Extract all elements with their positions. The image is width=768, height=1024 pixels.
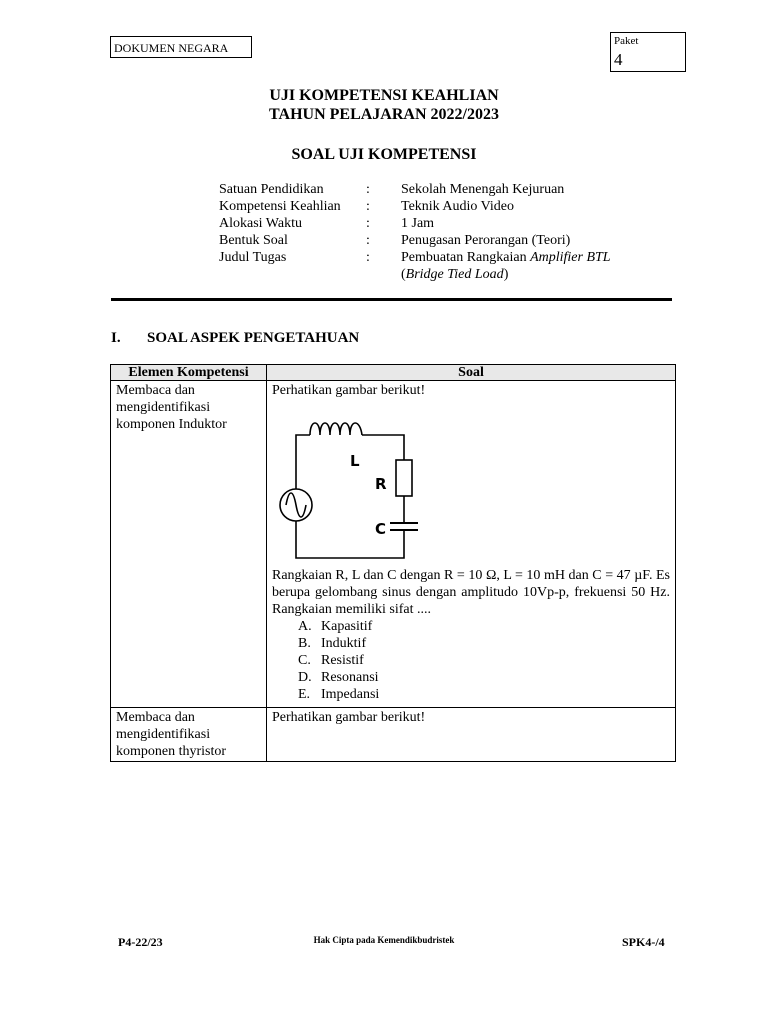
- table-header-element: Elemen Kompetensi: [111, 365, 267, 381]
- question-text: Rangkaian R, L dan C dengan R = 10 Ω, L = 10 mH dan C = 47 µF. Es berupa gelombang sinus dengan amplitudo 10Vp-p, frekuensi 50 Hz. Rangkaian memiliki sifat ....: [272, 568, 670, 617]
- info-value: 1 Jam: [401, 216, 435, 231]
- wire-bottom: [296, 521, 404, 558]
- info-label: Bentuk Soal: [219, 233, 288, 248]
- answer-option[interactable]: [272, 669, 670, 686]
- info-colon: :: [366, 182, 370, 197]
- element-text: Membaca dan mengidentifikasi komponen Induktor: [116, 383, 227, 432]
- footer-right: SPK4-/4: [622, 935, 665, 949]
- answer-options: [272, 618, 670, 703]
- question-table: [110, 364, 676, 762]
- resistor-label: R: [375, 475, 387, 493]
- page-title-line2: TAHUN PELAJARAN 2022/2023: [269, 106, 499, 123]
- page-title-line1: UJI KOMPETENSI KEAHLIAN: [269, 87, 499, 104]
- table-cell-question: [267, 381, 676, 708]
- option-text: Resonansi: [321, 670, 379, 685]
- paket-box: [610, 32, 686, 72]
- table-header-row: [111, 365, 676, 381]
- footer-left: P4-22/23: [118, 935, 163, 949]
- rlc-circuit-diagram: [272, 403, 422, 561]
- option-letter: B.: [298, 636, 311, 651]
- capacitor-label: C: [375, 520, 387, 538]
- question-intro: Perhatikan gambar berikut!: [272, 383, 426, 398]
- resistor-icon: [396, 460, 412, 496]
- paket-label: Paket: [614, 35, 639, 47]
- task-title-italic: Amplifier BTL: [530, 250, 611, 265]
- info-row: [219, 232, 661, 249]
- info-colon: :: [366, 233, 370, 248]
- inductor-coil-icon: [310, 423, 362, 435]
- option-letter: D.: [298, 670, 312, 685]
- page-subtitle: SOAL UJI KOMPETENSI: [291, 146, 477, 163]
- info-colon: :: [366, 199, 370, 214]
- sine-wave-icon: [286, 493, 306, 517]
- answer-option[interactable]: [272, 618, 670, 635]
- header-divider: [111, 298, 672, 301]
- info-block: [219, 181, 661, 283]
- section-title: SOAL ASPEK PENGETAHUAN: [147, 330, 360, 346]
- info-label: Kompetensi Keahlian: [219, 199, 341, 214]
- section-number: I.: [111, 330, 121, 346]
- wire-left-top: [296, 435, 310, 489]
- info-label: Satuan Pendidikan: [219, 182, 324, 197]
- task-title-paren-open: (: [401, 267, 406, 282]
- option-text: Impedansi: [321, 687, 380, 702]
- info-row: [219, 249, 661, 283]
- table-header-question: Soal: [267, 365, 676, 381]
- element-text: Membaca dan mengidentifikasi komponen thyristor: [116, 710, 227, 759]
- info-row: [219, 198, 661, 215]
- footer-center: Hak Cipta pada Kemendikbudristek: [313, 935, 455, 945]
- table-row: [111, 708, 676, 762]
- option-text: Kapasitif: [321, 619, 373, 634]
- table-row: [111, 381, 676, 708]
- option-text: Resistif: [321, 653, 364, 668]
- info-row: [219, 181, 661, 198]
- info-label: Judul Tugas: [219, 250, 287, 265]
- paket-number: 4: [614, 50, 623, 69]
- option-letter: C.: [298, 653, 311, 668]
- question-intro: Perhatikan gambar berikut!: [272, 710, 426, 725]
- answer-option[interactable]: [272, 635, 670, 652]
- info-label: Alokasi Waktu: [219, 216, 302, 231]
- table-cell-element: [111, 708, 267, 762]
- option-letter: E.: [298, 687, 311, 702]
- info-value-task-title: [401, 249, 661, 283]
- task-title-prefix: Pembuatan Rangkaian: [401, 250, 531, 265]
- wire-top-right: [362, 435, 404, 460]
- info-value: Teknik Audio Video: [401, 199, 515, 214]
- option-letter: A.: [298, 619, 312, 634]
- info-row: [219, 215, 661, 232]
- inductor-label: L: [350, 452, 360, 470]
- answer-option[interactable]: [272, 686, 670, 703]
- document-classification-label: DOKUMEN NEGARA: [110, 36, 252, 58]
- answer-option[interactable]: [272, 652, 670, 669]
- table-cell-question: [267, 708, 676, 762]
- task-title-paren-close: ): [503, 267, 509, 282]
- info-colon: :: [366, 250, 370, 265]
- info-value: Sekolah Menengah Kejuruan: [401, 182, 565, 197]
- info-colon: :: [366, 216, 370, 231]
- task-title-italic-2: Bridge Tied Load: [405, 267, 504, 282]
- table-cell-element: [111, 381, 267, 708]
- option-text: Induktif: [321, 636, 367, 651]
- info-value: Penugasan Perorangan (Teori): [401, 233, 571, 248]
- section-heading: [111, 330, 359, 347]
